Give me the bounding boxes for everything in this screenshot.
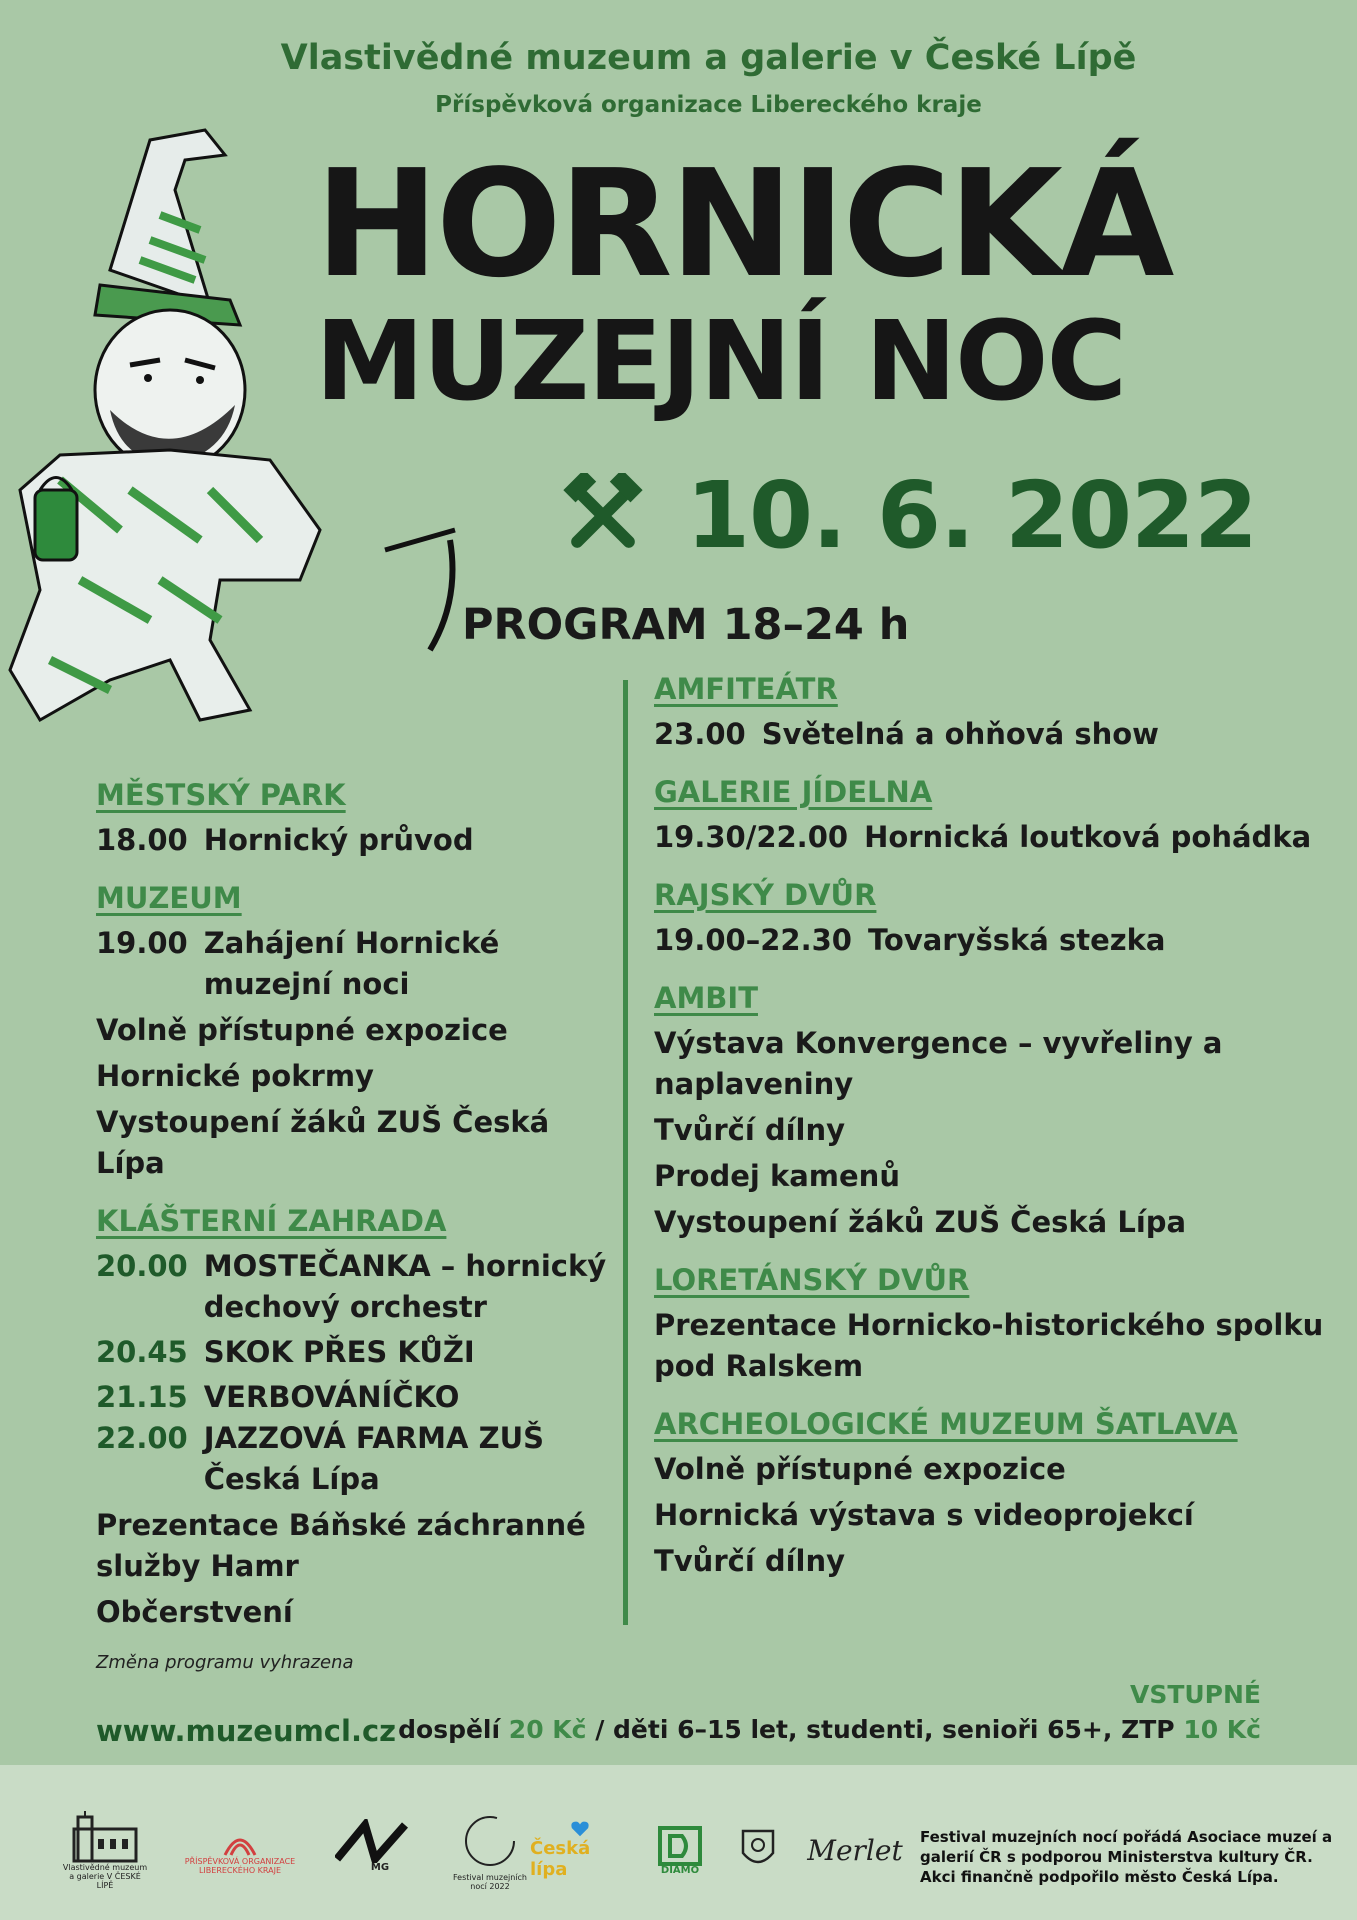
museum-building-icon [70,1811,140,1863]
adult-price: 20 Kč [508,1715,587,1744]
section-mestsky-park [96,778,616,861]
admission-title: VSTUPNÉ [1129,1680,1261,1709]
website-link[interactable]: www.muzeumcl.cz [96,1714,397,1748]
event-time: 23.00 [654,717,746,751]
event-time: 21.15 [96,1380,188,1414]
museum-logo [60,1810,150,1890]
program-item: Hornická výstava s videoprojekcí [654,1498,1194,1532]
merlet-text: Merlet [807,1833,903,1867]
program-item: Volně přístupné expozice [654,1452,1066,1486]
kraj-arc-icon [215,1825,265,1857]
program-row [96,820,616,861]
event-time: 20.45 [96,1335,188,1369]
museum-logo-caption: Vlastivědné muzeum a galerie V ČESKÉ LÍPĚ [62,1862,148,1890]
event-name: Světelná a ohňová show [761,717,1159,751]
event-name: VERBOVÁNÍČKO [203,1380,460,1414]
reduced-label: / děti 6–15 let, studenti, senioři 65+, ZTP [586,1715,1175,1744]
section-amfiteatr [654,672,1334,755]
program-row [96,1418,616,1500]
section-title: ARCHEOLOGICKÉ MUZEUM ŠATLAVA [654,1407,1238,1441]
program-right-column [654,672,1334,1602]
festival-logo-caption: Festival muzejních nocí 2022 [453,1873,527,1891]
program-left-column [96,778,616,1653]
heart-icon [569,1820,591,1838]
mg-logo-text: MG [370,1861,390,1873]
event-name: JAZZOVÁ FARMA ZUŠ Česká Lípa [203,1421,545,1496]
admission-prices [398,1715,1261,1744]
program-row [654,920,1334,961]
program-row [654,714,1334,755]
mg-logo [330,1815,430,1875]
event-time: 20.00 [96,1249,188,1283]
festival-logo [445,1805,535,1895]
ceska-lipa-text: Česká lípa [530,1838,591,1880]
program-item: Volně přístupné expozice [96,1013,508,1047]
diamo-logo [650,1815,710,1885]
event-date: 10. 6. 2022 [686,462,1258,569]
event-time: 19.00–22.30 [654,923,852,957]
program-item: Vystoupení žáků ZUŠ Česká Lípa [96,1105,550,1180]
coat-of-arms-logo [728,1820,788,1880]
reduced-price: 10 Kč [1183,1715,1261,1744]
section-title: MĚSTSKÝ PARK [96,778,346,812]
title-line-2: MUZEJNÍ NOC [315,297,1126,425]
kraj-logo-caption: PŘÍSPĚVKOVÁ ORGANIZACE LIBERECKÉHO KRAJE [184,1857,296,1875]
program-row [654,817,1334,858]
event-time: 22.00 [96,1421,188,1455]
section-archeologicke-muzeum [654,1407,1334,1582]
title-line-1: HORNICKÁ [315,138,1172,310]
footer [0,1765,1357,1920]
program-item: Hornické pokrmy [96,1059,374,1093]
event-name: Hornický průvod [203,823,474,857]
event-time: 18.00 [96,823,188,857]
kraj-logo [170,1815,310,1885]
section-klasterni-zahrada [96,1204,616,1633]
event-name: MOSTEČANKA – hornický dechový orchestr [203,1249,607,1324]
program-row [96,1246,616,1328]
event-name: Tovaryšská stezka [867,923,1166,957]
section-galerie-jidelna [654,775,1334,858]
festival-circle-icon [458,1809,522,1873]
coat-of-arms-icon [733,1825,783,1875]
date-row [560,462,1257,569]
diamo-text: DIAMO [660,1864,700,1876]
program-change-note: Změna programu vyhrazena [96,1652,354,1673]
section-title: LORETÁNSKÝ DVŮR [654,1263,970,1297]
event-title [315,138,1315,425]
program-item: Prezentace Hornicko-historického spolku pod Ralskem [654,1308,1324,1383]
organization-name: Vlastivědné muzeum a galerie v České Lípě [280,38,1137,78]
section-title: KLÁŠTERNÍ ZAHRADA [96,1204,447,1238]
program-hours: PROGRAM 18–24 h [462,600,910,650]
program-item: Občerstvení [96,1595,293,1629]
section-ambit [654,981,1334,1243]
section-title: AMBIT [654,981,758,1015]
event-name: Zahájení Hornické muzejní noci [203,926,500,1001]
hammer-pick-icon [560,473,646,559]
event-name: SKOK PŘES KŮŽI [203,1335,475,1369]
section-loretansky-dvur [654,1263,1334,1387]
diamo-mark-icon [658,1826,702,1866]
section-title: AMFITEÁTR [654,672,838,706]
program-row [96,923,616,1005]
program-row [96,1377,616,1418]
section-title: GALERIE JÍDELNA [654,775,933,809]
event-time: 19.30/22.00 [654,820,849,854]
section-title: MUZEUM [96,881,242,915]
program-item: Vystoupení žáků ZUŠ Česká Lípa [654,1205,1187,1239]
program-item: Prodej kamenů [654,1159,900,1193]
program-item: Tvůrčí dílny [654,1113,846,1147]
adult-label: dospělí [398,1715,501,1744]
ceska-lipa-logo [530,1820,630,1880]
mg-mark-icon [335,1819,425,1863]
organization-subtitle: Příspěvková organizace Libereckého kraje [435,92,982,118]
column-divider [623,680,628,1625]
program-item: Tvůrčí dílny [654,1544,846,1578]
program-row [96,1332,616,1373]
program-item: Výstava Konvergence – vyvřeliny a naplaveniny [654,1026,1223,1101]
section-title: RAJSKÝ DVŮR [654,878,877,912]
footer-note: Festival muzejních nocí pořádá Asociace muzeí a galerií ČR s podporou Ministerstva kultury ČR. Akci finančně podpořilo město Česká Lípa. [920,1828,1333,1886]
section-rajsky-dvur [654,878,1334,961]
section-muzeum [96,881,616,1184]
merlet-logo [805,1820,905,1880]
program-item: Prezentace Báňské záchranné služby Hamr [96,1508,586,1583]
event-name: Hornická loutková pohádka [864,820,1312,854]
event-time: 19.00 [96,926,188,960]
